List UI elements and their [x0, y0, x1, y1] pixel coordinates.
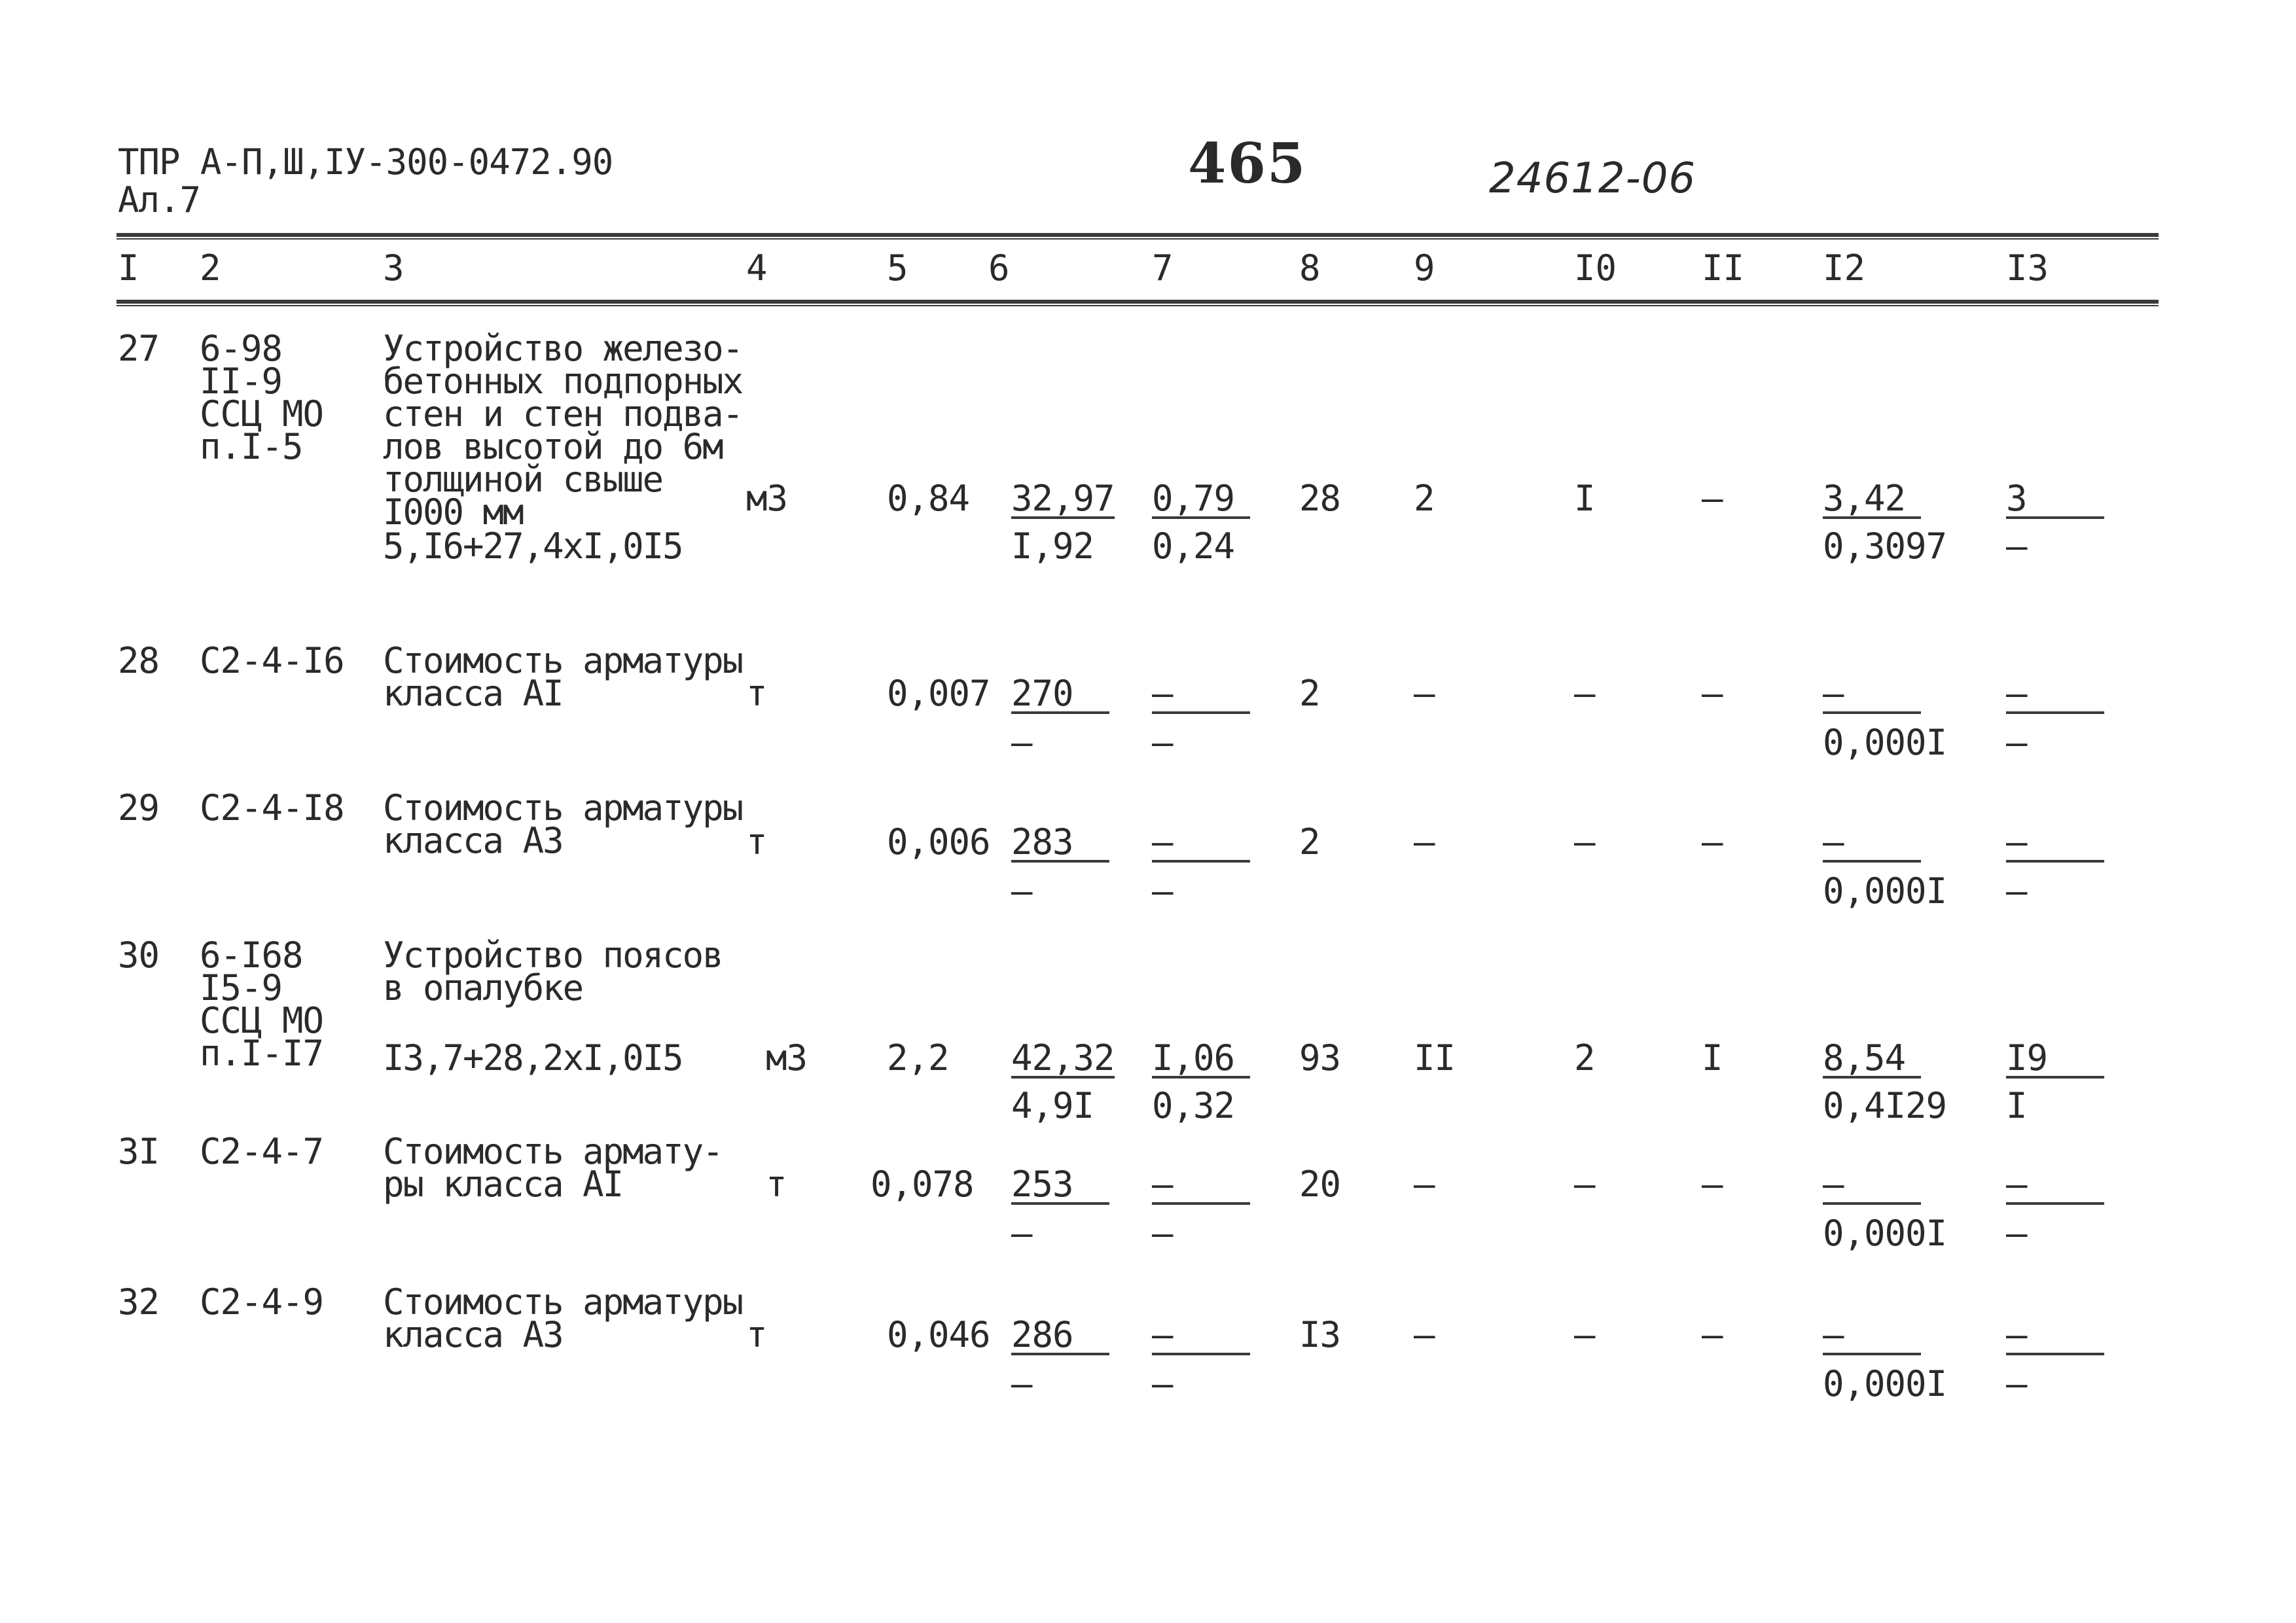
norm-code-line: ССЦ МО — [200, 1000, 324, 1041]
page-number: 465 — [1188, 131, 1307, 196]
column-number: 3 — [383, 247, 404, 289]
row-number: 30 — [118, 935, 160, 976]
col7-bottom: – — [1152, 870, 1173, 912]
work-description-line: бетонных подпорных — [383, 361, 743, 402]
col11: – — [1702, 478, 1723, 519]
col12-top-value: – — [1823, 826, 1921, 863]
col6-bottom: 4,9I — [1011, 1085, 1094, 1126]
quantity-formula: I3,7+28,2хI,0I5 — [383, 1037, 683, 1079]
col6-top-value: 253 — [1011, 1168, 1109, 1205]
col7-bottom: – — [1152, 1363, 1173, 1404]
work-description-line: лов высотой до 6м — [383, 426, 723, 467]
col9: II — [1414, 1037, 1456, 1079]
col10: – — [1574, 821, 1595, 863]
norm-code-line: II-9 — [200, 361, 283, 402]
col13-top — [2006, 1037, 2104, 1079]
row-number: 27 — [118, 328, 160, 369]
col7-top — [1152, 1164, 1250, 1205]
work-description-line: класса А3 — [383, 1314, 563, 1355]
col12-bottom: 0,3097 — [1823, 526, 1947, 567]
col6-top-value: 270 — [1011, 677, 1109, 714]
work-description-line: класса АI — [383, 673, 563, 714]
col12-top — [1823, 1164, 1921, 1205]
album-label: Ал.7 — [118, 179, 201, 221]
work-description-line: Стоимость армату- — [383, 1131, 723, 1172]
document-code: ТПР А-П,Ш,IУ-300-0472.90 — [118, 141, 613, 183]
norm-code-line: 6-I68 — [200, 935, 303, 976]
col13-top — [2006, 821, 2104, 863]
col7-bottom: – — [1152, 1213, 1173, 1254]
column-number: 5 — [887, 247, 908, 289]
col13-bottom: – — [2006, 870, 2027, 912]
col13-bottom: – — [2006, 1363, 2027, 1404]
col6-top — [1011, 1037, 1115, 1079]
col9: – — [1414, 821, 1435, 863]
col12-top-value: – — [1823, 677, 1921, 714]
column-number: 4 — [746, 247, 768, 289]
column-number: I3 — [2006, 247, 2049, 289]
column-number: I0 — [1574, 247, 1617, 289]
col7-top-value: – — [1152, 1319, 1250, 1355]
col6-top — [1011, 673, 1109, 714]
norm-code-line: С2-4-7 — [200, 1131, 324, 1172]
col12-bottom: 0,000I — [1823, 870, 1947, 912]
column-number: 2 — [200, 247, 221, 289]
col7-top — [1152, 1037, 1250, 1079]
col8: 20 — [1299, 1164, 1341, 1205]
column-number: 8 — [1299, 247, 1321, 289]
row-number: 32 — [118, 1281, 160, 1323]
col7-bottom: – — [1152, 722, 1173, 763]
col13-top — [2006, 478, 2104, 519]
norm-code-line: п.I-5 — [200, 426, 303, 467]
col12-top — [1823, 673, 1921, 714]
col6-top-value: 32,97 — [1011, 478, 1115, 519]
col7-top-value: 0,79 — [1152, 482, 1250, 519]
col13-top — [2006, 673, 2104, 714]
norm-code-line: С2-4-9 — [200, 1281, 324, 1323]
col12-bottom: 0,4I29 — [1823, 1085, 1947, 1126]
row-number: 3I — [118, 1131, 160, 1172]
column-number: I2 — [1823, 247, 1866, 289]
col7-top-value: – — [1152, 1168, 1250, 1205]
header-top-rule — [117, 233, 2159, 237]
col8: 2 — [1299, 821, 1320, 863]
col8: 93 — [1299, 1037, 1341, 1079]
col7-top — [1152, 1314, 1250, 1355]
col9: – — [1414, 1314, 1435, 1355]
col10: – — [1574, 673, 1595, 714]
col7-top-value: – — [1152, 677, 1250, 714]
col7-top — [1152, 478, 1250, 519]
col7-bottom: 0,32 — [1152, 1085, 1235, 1126]
work-description-line: Устройство железо- — [383, 328, 743, 369]
col13-top-value: – — [2006, 826, 2104, 863]
col10: 2 — [1574, 1037, 1595, 1079]
col6-bottom: – — [1011, 1363, 1032, 1404]
col6-top — [1011, 1314, 1109, 1355]
norm-code-line: С2-4-I8 — [200, 787, 344, 829]
quantity: 2,2 — [887, 1037, 949, 1079]
col11: I — [1702, 1037, 1723, 1079]
unit: т — [746, 821, 767, 863]
unit: т — [766, 1164, 787, 1205]
column-number: 9 — [1414, 247, 1435, 289]
col12-bottom: 0,000I — [1823, 1363, 1947, 1404]
header-top-rule-thin — [117, 238, 2159, 240]
col13-top — [2006, 1164, 2104, 1205]
col9: – — [1414, 1164, 1435, 1205]
row-number: 28 — [118, 640, 160, 681]
col13-bottom: – — [2006, 1213, 2027, 1254]
unit: м3 — [746, 478, 788, 519]
col13-bottom: – — [2006, 526, 2027, 567]
col6-top-value: 42,32 — [1011, 1037, 1115, 1079]
col6-bottom: I,92 — [1011, 526, 1094, 567]
col12-top — [1823, 1037, 1921, 1079]
col13-bottom: I — [2006, 1085, 2027, 1126]
work-description-line: Стоимость арматуры — [383, 787, 743, 829]
col13-top-value: – — [2006, 677, 2104, 714]
col10: I — [1574, 478, 1595, 519]
column-number: I — [118, 247, 139, 289]
norm-code-line: С2-4-I6 — [200, 640, 344, 681]
col11: – — [1702, 1164, 1723, 1205]
column-number: 7 — [1152, 247, 1174, 289]
col12-top — [1823, 1314, 1921, 1355]
header-bottom-rule — [117, 300, 2159, 304]
col6-top — [1011, 1164, 1109, 1205]
col7-top-value: I,06 — [1152, 1042, 1250, 1079]
header-bottom-rule-thin — [117, 305, 2159, 306]
column-number: 6 — [988, 247, 1010, 289]
col7-top-value: – — [1152, 826, 1250, 863]
unit: м3 — [766, 1037, 808, 1079]
col11: – — [1702, 1314, 1723, 1355]
col13-top — [2006, 1314, 2104, 1355]
norm-code-line: I5-9 — [200, 967, 283, 1008]
quantity: 0,006 — [887, 821, 990, 863]
col13-top-value: – — [2006, 1168, 2104, 1205]
work-description-line: Устройство поясов — [383, 935, 723, 976]
column-number: II — [1702, 247, 1745, 289]
col6-bottom: – — [1011, 1213, 1032, 1254]
col7-top — [1152, 821, 1250, 863]
work-description-line: в опалубке — [383, 967, 583, 1008]
col8: 2 — [1299, 673, 1320, 714]
col12-bottom: 0,000I — [1823, 1213, 1947, 1254]
col12-top-value: 8,54 — [1823, 1042, 1921, 1079]
col6-bottom: – — [1011, 870, 1032, 912]
col12-top-value: – — [1823, 1319, 1921, 1355]
col6-top — [1011, 478, 1115, 519]
work-description-line: класса А3 — [383, 820, 563, 861]
work-description-line: толщиной свыше — [383, 459, 663, 500]
quantity: 0,078 — [870, 1164, 974, 1205]
col6-top-value: 286 — [1011, 1319, 1109, 1355]
col10: – — [1574, 1164, 1595, 1205]
handwritten-number: 24612-06 — [1489, 154, 1696, 203]
quantity: 0,84 — [887, 478, 970, 519]
col6-top — [1011, 821, 1109, 863]
work-description-line: стен и стен подва- — [383, 393, 743, 435]
quantity-formula: 5,I6+27,4хI,0I5 — [383, 526, 683, 567]
col13-bottom: – — [2006, 722, 2027, 763]
col11: – — [1702, 821, 1723, 863]
col12-top — [1823, 821, 1921, 863]
norm-code-line: п.I-I7 — [200, 1033, 324, 1074]
work-description-line: Стоимость арматуры — [383, 640, 743, 681]
unit: т — [746, 673, 767, 714]
col6-bottom: – — [1011, 722, 1032, 763]
row-number: 29 — [118, 787, 160, 829]
work-description-line: I000 мм — [383, 491, 523, 533]
unit: т — [746, 1314, 767, 1355]
norm-code-line: ССЦ МО — [200, 393, 324, 435]
col13-top-value: I9 — [2006, 1042, 2104, 1079]
col10: – — [1574, 1314, 1595, 1355]
col12-top — [1823, 478, 1921, 519]
col12-top-value: – — [1823, 1168, 1921, 1205]
quantity: 0,007 — [887, 673, 990, 714]
col13-top-value: – — [2006, 1319, 2104, 1355]
work-description-line: Стоимость арматуры — [383, 1281, 743, 1323]
col8: I3 — [1299, 1314, 1341, 1355]
col7-top — [1152, 673, 1250, 714]
col11: – — [1702, 673, 1723, 714]
col9: 2 — [1414, 478, 1435, 519]
col6-top-value: 283 — [1011, 826, 1109, 863]
col13-top-value: 3 — [2006, 482, 2104, 519]
col9: – — [1414, 673, 1435, 714]
norm-code-line: 6-98 — [200, 328, 283, 369]
col12-top-value: 3,42 — [1823, 482, 1921, 519]
col12-bottom: 0,000I — [1823, 722, 1947, 763]
work-description-line: ры класса АI — [383, 1164, 623, 1205]
col8: 28 — [1299, 478, 1341, 519]
col7-bottom: 0,24 — [1152, 526, 1235, 567]
quantity: 0,046 — [887, 1314, 990, 1355]
